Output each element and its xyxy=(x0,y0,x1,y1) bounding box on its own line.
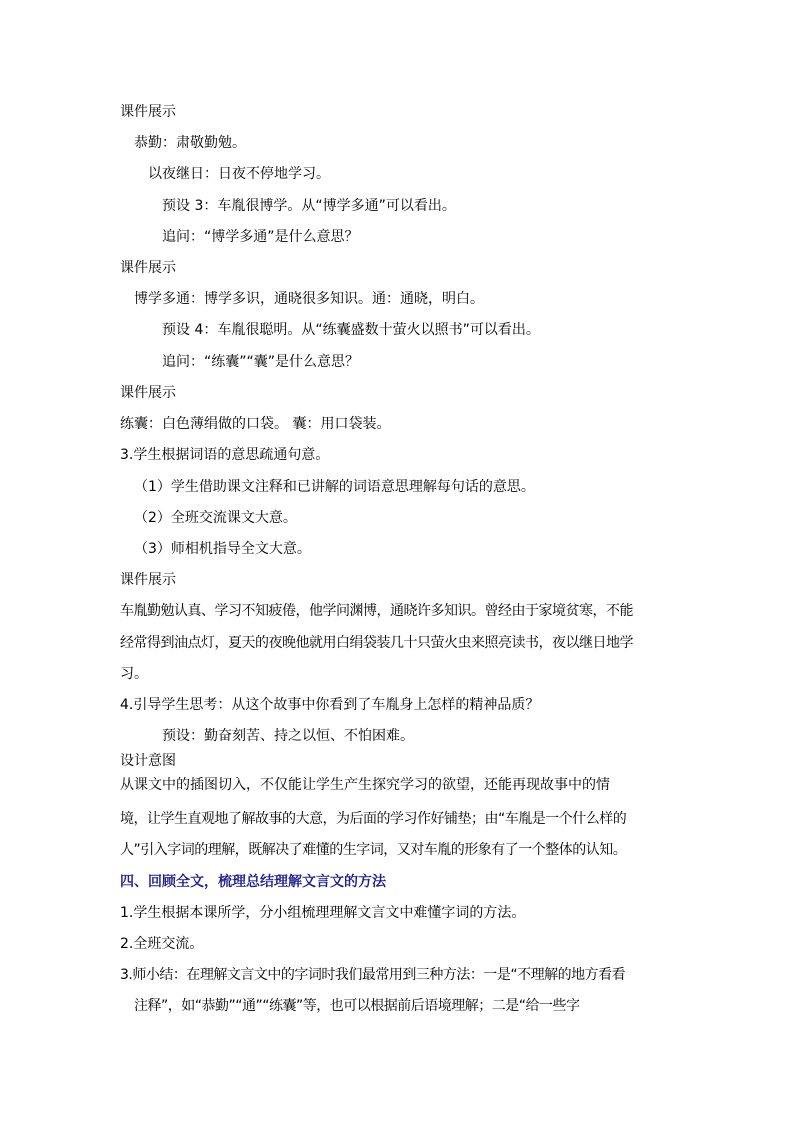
text-line: 课件展示 xyxy=(120,572,176,588)
text-line: 设计意图 xyxy=(120,753,176,769)
text-line: 预设 3：车胤很博学。从“博学多通”可以看出。 xyxy=(162,198,456,214)
text-line: 练囊：白色薄绢做的口袋。 囊：用口袋装。 xyxy=(120,416,391,432)
text-line: 恭勤：肃敬勤勉。 xyxy=(134,135,246,151)
text-line: 预设 4：车胤很聪明。从“练囊盛数十萤火以照书”可以看出。 xyxy=(162,322,540,338)
text-line: 习。 xyxy=(120,666,148,682)
text-line: （3）师相机指导全文大意。 xyxy=(134,541,311,557)
text-line: 4.引导学生思考：从这个故事中你看到了车胤身上怎样的精神品质？ xyxy=(120,697,540,713)
section-heading: 四、回顾全文，梳理总结理解文言文的方法 xyxy=(120,874,386,890)
text-line: 从课文中的插图切入，不仅能让学生产生探究学习的欲望，还能再现故事中的情 xyxy=(120,777,610,793)
text-line: 经常得到油点灯，夏天的夜晚他就用白绢袋装几十只萤火虫来照亮读书，夜以继日地学 xyxy=(120,635,633,651)
text-line: 课件展示 xyxy=(120,385,176,401)
text-line: 追问：“练囊”“囊”是什么意思？ xyxy=(162,354,360,370)
text-line: 3.师小结：在理解文言文中的字词时我们最常用到三种方法：一是“不理解的地方看看 xyxy=(120,967,626,983)
text-line: 车胤勤勉认真、学习不知疲倦，他学问渊博，通晓许多知识。曾经由于家境贫寒，不能 xyxy=(120,603,633,619)
text-line: 注释”，如“恭勤”“通”“练囊”等，也可以根据前后语境理解；二是“给一些字 xyxy=(134,998,580,1014)
text-line: 预设：勤奋刻苦、持之以恒、不怕困难。 xyxy=(162,728,414,744)
text-line: 课件展示 xyxy=(120,104,176,120)
text-line: 博学多通：博学多识，通晓很多知识。通：通晓，明白。 xyxy=(134,291,484,307)
text-line: 1.学生根据本课所学，分小组梳理理解文言文中难懂字词的方法。 xyxy=(120,905,526,921)
text-line: 境，让学生直观地了解故事的大意，为后面的学习作好铺垫；由“车胤是一个什么样的 xyxy=(120,811,627,827)
text-line: 3.学生根据词语的意思疏通句意。 xyxy=(120,447,330,463)
text-line: （2）全班交流课文大意。 xyxy=(134,510,297,526)
text-line: 人”引入字词的理解，既解决了难懂的生字词，又对车胤的形象有了一个整体的认知。 xyxy=(120,842,627,858)
text-line: （1）学生借助课文注释和已讲解的词语意思理解每句话的意思。 xyxy=(134,479,535,495)
text-line: 以夜继日：日夜不停地学习。 xyxy=(148,166,330,182)
text-line: 2.全班交流。 xyxy=(120,936,204,952)
text-line: 课件展示 xyxy=(120,260,176,276)
text-line: 追问：“博学多通”是什么意思？ xyxy=(162,229,359,245)
